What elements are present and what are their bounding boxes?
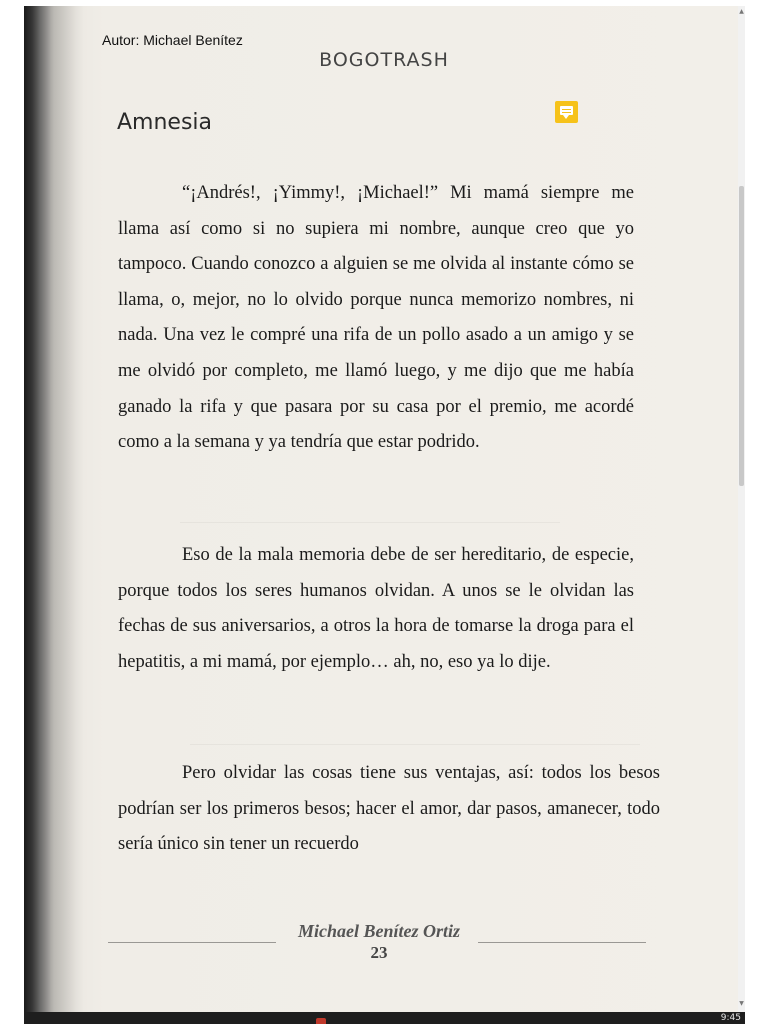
clock: 9:45: [720, 1013, 741, 1023]
paragraph-2: [118, 538, 634, 680]
taskbar: [24, 1012, 745, 1024]
running-head: BOGOTRASH: [319, 49, 449, 71]
page-number: 23: [370, 943, 388, 962]
author-overlay-text: Autor: Michael Benítez: [102, 32, 243, 48]
bleed-through: [180, 522, 560, 523]
scroll-thumb[interactable]: [739, 186, 744, 486]
scroll-up-icon[interactable]: ▲: [739, 8, 744, 15]
paragraph-text: Eso de la mala memoria debe de ser hereditario, de especie, porque todos los seres humanos olvidan. A unos se le olvidan las fechas de sus aniversarios, a otros la hora de tomarse la droga para el hepatitis, a mi mamá, por ejemplo… ah, no, eso ya lo dije.: [118, 545, 634, 672]
vertical-scrollbar[interactable]: [738, 6, 745, 1012]
bleed-through: [190, 744, 640, 745]
chapter-title: Amnesia: [117, 110, 213, 135]
footer-author: Michael Benítez Ortiz: [297, 921, 460, 941]
paragraph-3: [118, 756, 660, 863]
binding-shadow: [24, 6, 84, 1012]
scroll-down-icon[interactable]: ▼: [739, 1000, 744, 1007]
paragraph-text: Pero olvidar las cosas tiene sus ventajas, así: todos los besos podrían ser los primeros besos; hacer el amor, dar pasos, amanecer, todo sería único sin tener un recuerdo: [118, 763, 660, 855]
app-icon[interactable]: [316, 1018, 326, 1024]
paragraph-1: [118, 176, 634, 461]
comment-icon[interactable]: [555, 101, 578, 123]
paragraph-text: “¡Andrés!, ¡Yimmy!, ¡Michael!” Mi mamá siempre me llama así como si no supiera mi nombre, aunque creo que yo tampoco. Cuando conozco a alguien se me olvida al instante cómo se llama, o, mejor, no lo olvido porque nunca memorizo nombres, ni nada. Una vez le compré una rifa de un pollo asado a un amigo y se me olvidó por completo, me llamó luego, y me dijo que me había ganado la rifa y que pasara por su casa por el premio, me acordé como a la semana y ya tendría que estar podrido.: [118, 183, 634, 453]
